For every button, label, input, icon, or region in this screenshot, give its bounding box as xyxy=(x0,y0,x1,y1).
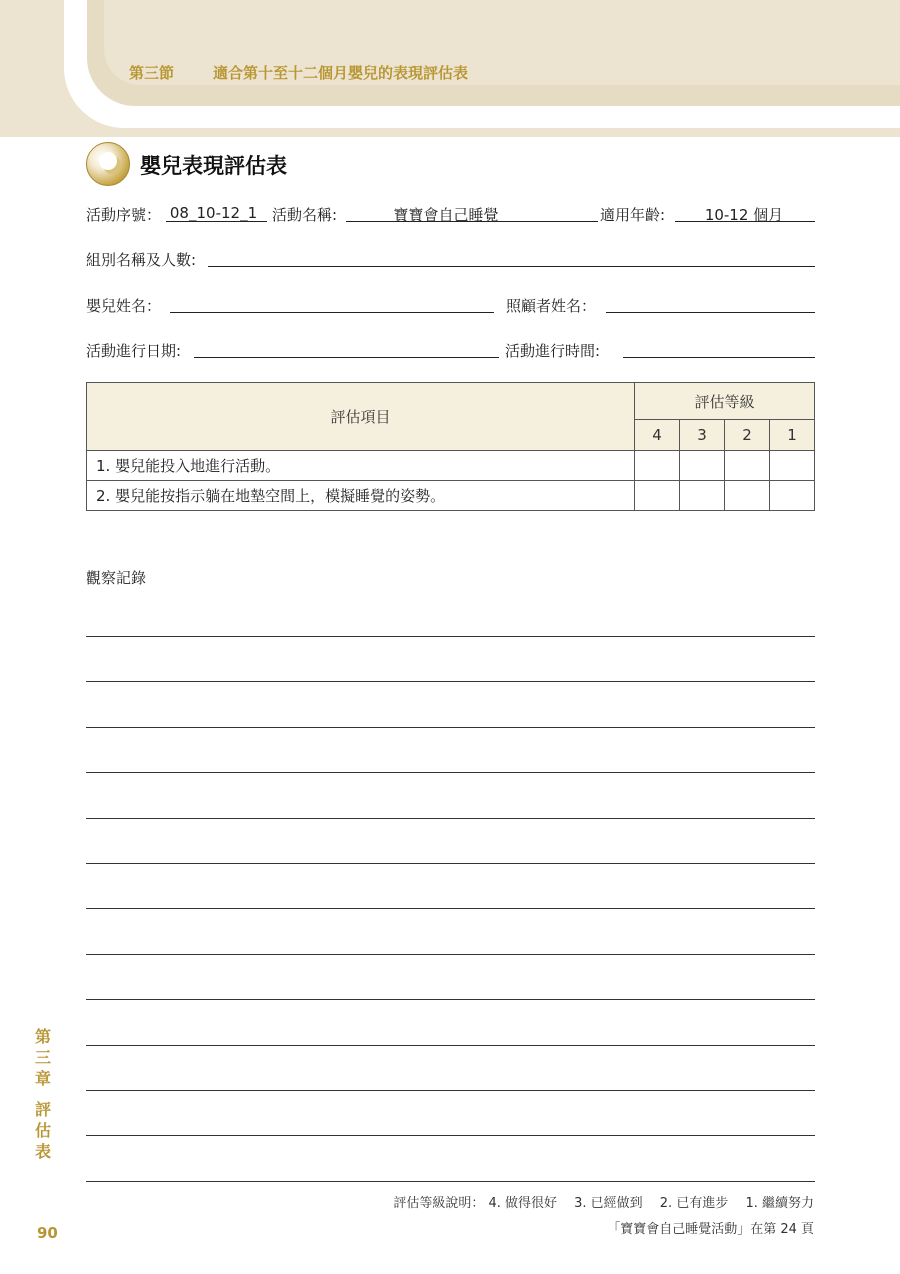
observation-line-13[interactable] xyxy=(86,1181,815,1182)
item-1-grade-4-cell[interactable] xyxy=(635,451,680,481)
side-chapter-label xyxy=(34,1026,52,1162)
group-label: 組別名稱及人數: xyxy=(86,251,197,269)
observation-label: 觀察記錄 xyxy=(86,569,147,587)
item-1-text: 1. 嬰兒能投入地進行活動。 xyxy=(87,451,635,481)
grade-3: 3 xyxy=(680,420,725,451)
observation-line-6[interactable] xyxy=(86,863,815,864)
observation-line-10[interactable] xyxy=(86,1045,815,1046)
grade-4: 4 xyxy=(635,420,680,451)
item-1-grade-3-cell[interactable] xyxy=(680,451,725,481)
observation-line-2[interactable] xyxy=(86,681,815,682)
observation-line-9[interactable] xyxy=(86,999,815,1000)
grade-1: 1 xyxy=(770,420,815,451)
side-chapter-number: 第 三 章 xyxy=(34,1027,51,1088)
table-row xyxy=(87,451,815,481)
observation-line-7[interactable] xyxy=(86,908,815,909)
caregiver-input-line[interactable] xyxy=(606,312,815,313)
table-row xyxy=(87,481,815,511)
evaluation-table xyxy=(86,382,815,511)
grade-header: 評估等級 xyxy=(635,383,815,420)
section-title: 適合第十至十二個月嬰兒的表現評估表 xyxy=(213,64,469,82)
item-1-grade-1-cell[interactable] xyxy=(770,451,815,481)
table-header-row xyxy=(87,383,815,420)
observation-line-11[interactable] xyxy=(86,1090,815,1091)
observation-line-1[interactable] xyxy=(86,636,815,637)
activity-no-label: 活動序號： xyxy=(86,206,162,224)
group-input-line[interactable] xyxy=(208,266,815,267)
baby-name-input-line[interactable] xyxy=(170,312,494,313)
observation-line-12[interactable] xyxy=(86,1135,815,1136)
grade-2: 2 xyxy=(725,420,770,451)
section-label: 第三節 xyxy=(129,64,175,82)
item-2-grade-3-cell[interactable] xyxy=(680,481,725,511)
page-reference: 「寶寶會自己睡覺活動」在第 24 頁 xyxy=(607,1222,814,1237)
time-input-line[interactable] xyxy=(623,357,815,358)
side-chapter-name: 評 估 表 xyxy=(34,1100,51,1161)
observation-line-5[interactable] xyxy=(86,818,815,819)
item-1-grade-2-cell[interactable] xyxy=(725,451,770,481)
page-title: 嬰兒表現評估表 xyxy=(140,154,287,178)
activity-no-value[interactable]: 08_10-12_1 xyxy=(169,204,258,222)
observation-line-3[interactable] xyxy=(86,727,815,728)
pearl-logo-icon xyxy=(86,142,130,186)
date-input-line[interactable] xyxy=(194,357,499,358)
caregiver-label: 照顧者姓名： xyxy=(506,297,597,315)
activity-name-label: 活動名稱: xyxy=(272,206,338,224)
observation-line-8[interactable] xyxy=(86,954,815,955)
item-2-grade-2-cell[interactable] xyxy=(725,481,770,511)
age-value[interactable]: 10-12 個月 xyxy=(704,206,784,224)
item-2-grade-4-cell[interactable] xyxy=(635,481,680,511)
age-label: 適用年齡: xyxy=(600,206,666,224)
activity-name-value[interactable]: 寶寶會自己睡覺 xyxy=(393,206,499,224)
item-header: 評估項目 xyxy=(87,383,635,451)
observation-line-4[interactable] xyxy=(86,772,815,773)
page-number: 90 xyxy=(37,1224,58,1242)
item-2-grade-1-cell[interactable] xyxy=(770,481,815,511)
grade-legend: 評估等級說明： 4. 做得很好 3. 已經做到 2. 已有進步 1. 繼續努力 xyxy=(393,1196,814,1211)
item-2-text: 2. 嬰兒能按指示躺在地墊空間上，模擬睡覺的姿勢。 xyxy=(87,481,635,511)
date-label: 活動進行日期: xyxy=(86,342,182,360)
time-label: 活動進行時間: xyxy=(505,342,601,360)
baby-name-label: 嬰兒姓名： xyxy=(86,297,162,315)
